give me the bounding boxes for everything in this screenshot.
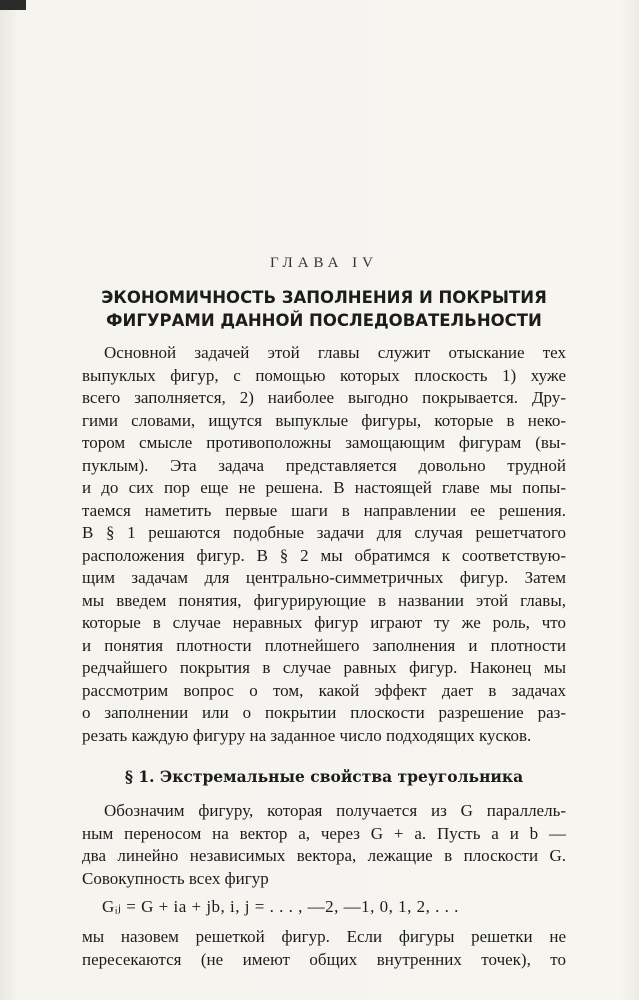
text-line: мы введем понятия, фигурирующие в названии этой главы, bbox=[82, 590, 566, 610]
chapter-title-line: ФИГУРАМИ ДАННОЙ ПОСЛЕДОВАТЕЛЬНОСТИ bbox=[106, 311, 542, 330]
section-heading: § 1. Экстремальные свойства треугольника bbox=[124, 767, 524, 786]
text-line: Совокупность всех фигур bbox=[82, 868, 269, 888]
chapter-title bbox=[82, 286, 566, 332]
text-line: и понятия плотности плотнейшего заполнения и плотности bbox=[82, 635, 566, 655]
text-line: В § 1 решаются подобные задачи для случая решетчатого bbox=[82, 523, 566, 542]
text-line: таемся наметить первые шаги в направлении ее решения. bbox=[82, 500, 566, 520]
text-line: два линейно независимых вектора, лежащие в плоскости G. bbox=[82, 846, 566, 865]
text-line: гими словами, ищутся выпуклые фигуры, которые в неко- bbox=[82, 410, 566, 430]
text-line: выпуклых фигур, с помощью которых плоскость 1) хуже bbox=[82, 365, 566, 385]
section-paragraph-continued bbox=[82, 926, 566, 971]
text-line: всего заполняется, 2) наиболее выгодно покрывается. Дру- bbox=[82, 388, 566, 407]
text-line: щим задачам для центрально-симметричных фигур. Затем bbox=[82, 568, 566, 587]
text-line: и до сих пор еще не решена. В настоящей главе мы попы- bbox=[82, 478, 566, 497]
text-line: пересекаются (не имеют общих внутренних точек), то bbox=[82, 949, 566, 969]
scan-corner-mark bbox=[0, 0, 26, 10]
text-line: пуклым). Эта задача представляется довольно трудной bbox=[82, 455, 566, 475]
chapter-title-line: ЭКОНОМИЧНОСТЬ ЗАПОЛНЕНИЯ И ПОКРЫТИЯ bbox=[101, 288, 547, 307]
page-content bbox=[82, 255, 566, 971]
text-line: Основной задачей этой главы служит отыскание тех bbox=[104, 343, 566, 362]
chapter-label: ГЛАВА IV bbox=[269, 255, 379, 271]
text-line: расположения фигур. В § 2 мы обратимся к соответствую- bbox=[82, 545, 566, 565]
text-line: ным переносом на вектор a, через G + a. Пусть a и b — bbox=[82, 823, 566, 843]
text-line: мы назовем решеткой фигур. Если фигуры решетки не bbox=[82, 927, 566, 946]
text-line: рассмотрим вопрос о том, какой эффект дает в задачах bbox=[82, 680, 566, 700]
text-line: тором смысле противоположны замощающим фигурам (вы- bbox=[82, 433, 566, 452]
text-line: редчайшего покрытия в случае равных фигур. Наконец мы bbox=[82, 658, 566, 677]
intro-paragraph bbox=[82, 342, 566, 747]
text-line: резать каждую фигуру на заданное число подходящих кусков. bbox=[82, 725, 532, 745]
lattice-formula: Gᵢⱼ = G + ia + jb, i, j = . . . , —2, —1, 0, 1, 2, . . . bbox=[102, 897, 459, 916]
text-line: о заполнении или о покрытии плоскости разрешение раз- bbox=[82, 703, 566, 722]
text-line: Обозначим фигуру, которая получается из G параллель- bbox=[104, 801, 566, 820]
text-line: которые в случае неравных фигур играют ту же роль, что bbox=[82, 613, 566, 632]
section-paragraph bbox=[82, 800, 566, 890]
